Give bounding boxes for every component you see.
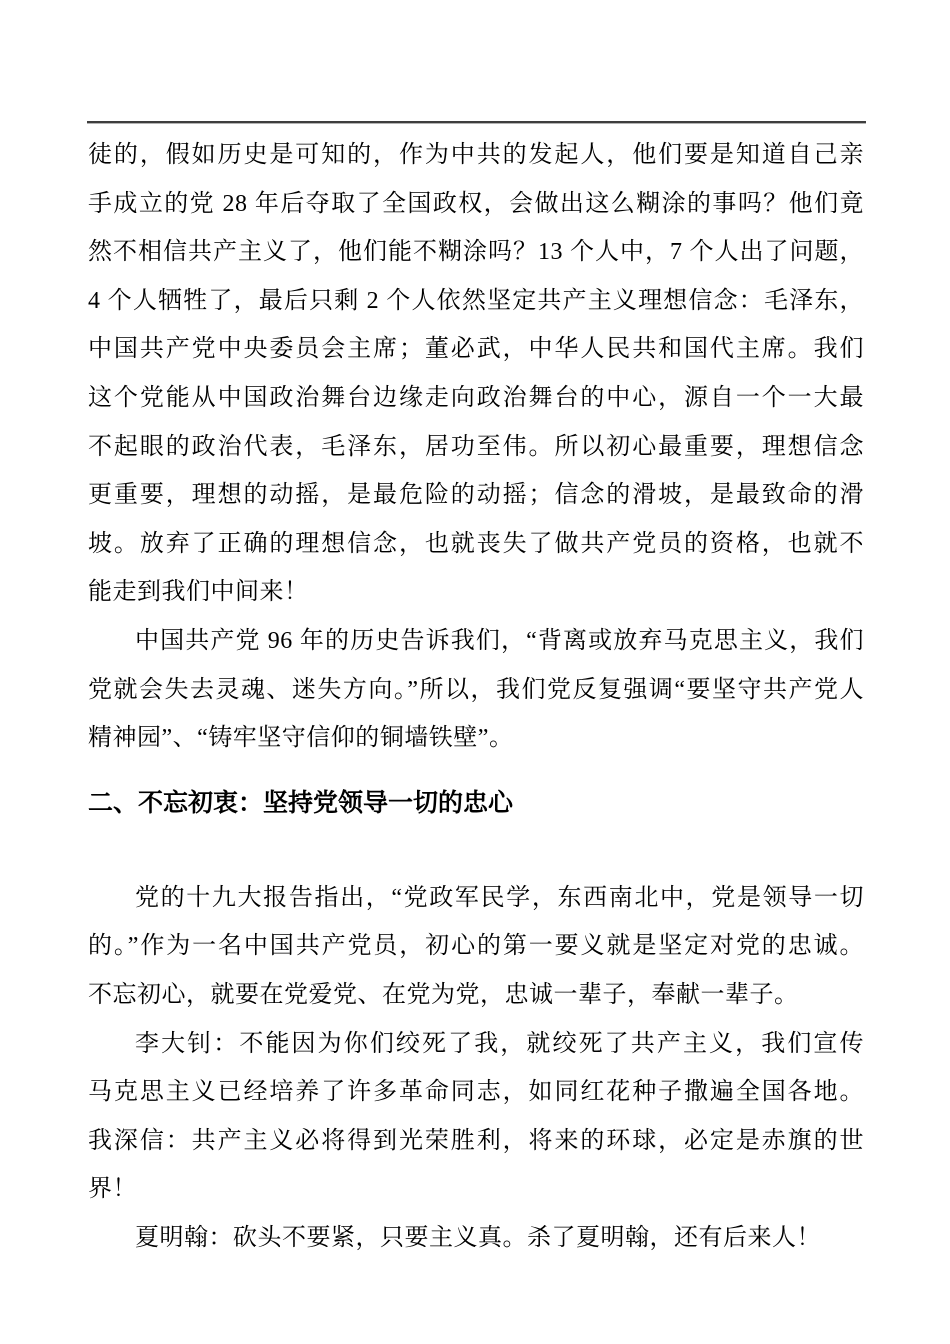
text-line: 夏明翰：砍头不要紧，只要主义真。杀了夏明翰，还有后来人！ bbox=[135, 1224, 821, 1251]
text-line: 然不相信共产主义了，他们能不糊涂吗？13 个人中，7 个人出了问题， bbox=[88, 239, 864, 266]
text-line: 界！ bbox=[88, 1176, 137, 1203]
text-line: 中国共产党 96 年的历史告诉我们，“背离或放弃马克思主义，我们 bbox=[135, 627, 864, 654]
text-line: 不忘初心，就要在党爱党、在党为党，忠诚一辈子，奉献一辈子。 bbox=[88, 981, 799, 1008]
paragraph bbox=[88, 1020, 864, 1214]
text-line: 能走到我们中间来！ bbox=[88, 579, 309, 606]
section-heading: 二、不忘初衷：坚持党领导一切的忠心 bbox=[88, 788, 514, 817]
text-line: 徒的，假如历史是可知的，作为中共的发起人，他们要是知道自己亲 bbox=[88, 142, 864, 168]
text-line: 这个党能从中国政治舞台边缘走向政治舞台的中心，源自一个一大最 bbox=[88, 384, 864, 411]
paragraph bbox=[88, 874, 864, 1020]
text-line: 更重要，理想的动摇，是最危险的动摇；信念的滑坡，是最致命的滑 bbox=[88, 482, 864, 509]
paragraph bbox=[88, 617, 864, 763]
paragraph bbox=[88, 1214, 864, 1263]
text-line: 党的十九大报告指出，“党政军民学，东西南北中，党是领导一切 bbox=[135, 884, 864, 911]
text-line: 党就会失去灵魂、迷失方向。”所以，我们党反复强调“要坚守共产党人 bbox=[88, 676, 864, 703]
text-line: 坡。放弃了正确的理想信念，也就丧失了做共产党员的资格，也就不 bbox=[88, 530, 864, 557]
text-line: 的。”作为一名中国共产党员，初心的第一要义就是坚定对党的忠诚。 bbox=[88, 933, 864, 960]
text-line: 中国共产党中央委员会主席；董必武，中华人民共和国代主席。我们 bbox=[88, 336, 864, 363]
document-body bbox=[88, 131, 864, 1262]
text-line: 李大钊：不能因为你们绞死了我，就绞死了共产主义，我们宣传 bbox=[135, 1030, 864, 1057]
text-line: 我深信：共产主义必将得到光荣胜利，将来的环球，必定是赤旗的世 bbox=[88, 1127, 864, 1154]
header-rule bbox=[87, 121, 866, 124]
text-line: 精神园”、“铸牢坚守信仰的铜墙铁壁”。 bbox=[88, 725, 514, 752]
paragraph bbox=[88, 131, 864, 617]
text-line: 不起眼的政治代表，毛泽东，居功至伟。所以初心最重要，理想信念 bbox=[88, 433, 864, 460]
text-line: 4 个人牺牲了，最后只剩 2 个人依然坚定共产主义理想信念：毛泽东， bbox=[88, 287, 864, 314]
text-line: 手成立的党 28 年后夺取了全国政权，会做出这么糊涂的事吗？他们竟 bbox=[88, 190, 864, 217]
text-line: 马克思主义已经培养了许多革命同志，如同红花种子撒遍全国各地。 bbox=[88, 1079, 864, 1106]
